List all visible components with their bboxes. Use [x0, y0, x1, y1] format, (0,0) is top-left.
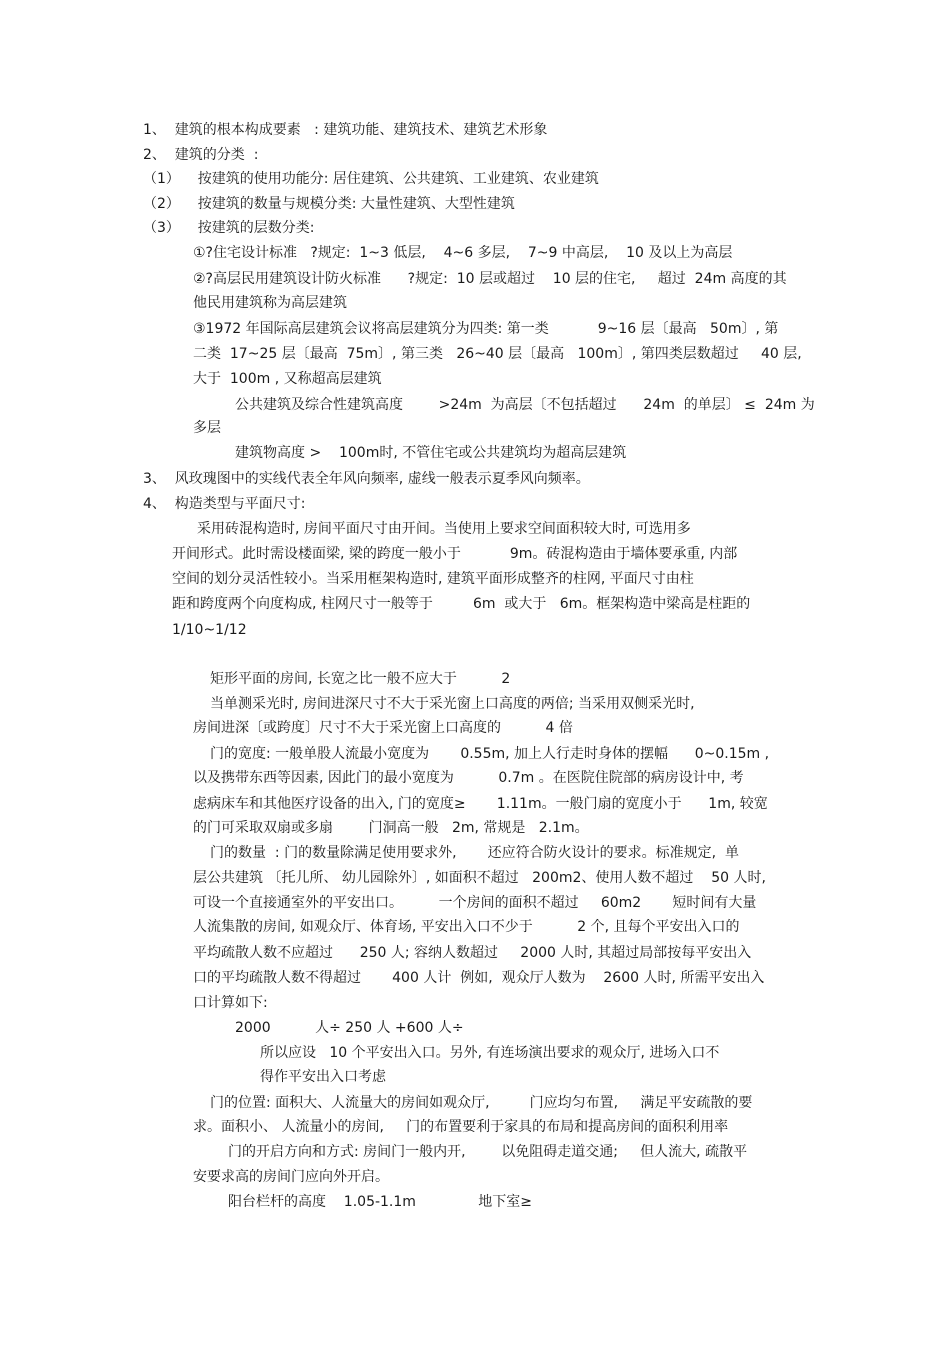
text-line: 房间进深〔或跨度〕尺寸不大于采光窗上口高度的 4 倍 [193, 720, 573, 736]
text-line: 2000 人÷ 250 人 +600 人÷ [235, 1020, 464, 1036]
text-line: 层公共建筑 〔托儿所、 幼儿园除外〕, 如面积不超过 200m2、使用人数不超过 50 人时, [193, 870, 766, 886]
text-line: 口计算如下: [193, 995, 268, 1011]
text-line: 求。面积小、 人流量小的房间, 门的布置要利于家具的布局和提高房间的面积利用率 [193, 1119, 729, 1135]
text-line: 1/10~1/12 [172, 622, 247, 638]
text-line: 建筑物高度 > 100m时, 不管住宅或公共建筑均为超高层建筑 [235, 445, 627, 461]
text-line: 二类 17~25 层〔最高 75m〕, 第三类 26~40 层〔最高 100m〕, 第四类层数超过 40 层, [193, 346, 802, 362]
text-line: 2、 建筑的分类 : [143, 147, 259, 163]
text-line: 公共建筑及综合性建筑高度 >24m 为高层〔不包括超过 24m 的单层〕 ≤ 24m 为 [235, 397, 815, 413]
text-line: （3） 按建筑的层数分类: [143, 220, 315, 236]
text-line: 以及携带东西等因素, 因此门的最小宽度为 0.7m 。在医院住院部的病房设计中, 考 [193, 770, 744, 786]
text-line: 3、 风玫瑰图中的实线代表全年风向频率, 虚线一般表示夏季风向频率。 [143, 471, 590, 487]
text-line: 得作平安出入口考虑 [260, 1069, 386, 1085]
text-line: 虑病床车和其他医疗设备的出入, 门的宽度≥ 1.11m。一般门扇的宽度小于 1m, 较宽 [193, 796, 768, 812]
text-line: 空间的划分灵活性较小。当采用框架构造时, 建筑平面形成整齐的柱网, 平面尺寸由柱 [172, 571, 694, 587]
text-line: 1、 建筑的根本构成要素 : 建筑功能、建筑技术、建筑艺术形象 [143, 122, 548, 138]
text-line: 的门可采取双扇或多扇 门洞高一般 2m, 常规是 2.1m。 [193, 820, 589, 836]
text-line: 所以应设 10 个平安出入口。另外, 有连场演出要求的观众厅, 进场入口不 [260, 1045, 720, 1061]
text-line: 人流集散的房间, 如观众厅、体育场, 平安出入口不少于 2 个, 且每个平安出入口的 [193, 919, 740, 935]
text-line: 口的平均疏散人数不得超过 400 人计 例如, 观众厅人数为 2600 人时, 所需平安出入 [193, 970, 765, 986]
text-line: 距和跨度两个向度构成, 柱网尺寸一般等于 6m 或大于 6m。框架构造中梁高是柱距的 [172, 596, 751, 612]
text-line: ①?住宅设计标准 ?规定: 1~3 低层, 4~6 多层, 7~9 中高层, 10 及以上为高层 [193, 245, 733, 261]
text-line: 门的开启方向和方式: 房间门一般内开, 以免阻碍走道交通; 但人流大, 疏散平 [228, 1144, 748, 1160]
text-line: 门的数量 : 门的数量除满足使用要求外, 还应符合防火设计的要求。标准规定, 单 [210, 845, 740, 861]
text-line: 多层 [193, 420, 221, 436]
text-line: 安要求高的房间门应向外开启。 [193, 1169, 389, 1185]
text-line: 他民用建筑称为高层建筑 [193, 295, 347, 311]
text-line: 大于 100m , 又称超高层建筑 [193, 371, 382, 387]
text-line: 开间形式。此时需设楼面梁, 梁的跨度一般小于 9m。砖混构造由于墙体要承重, 内部 [172, 546, 738, 562]
text-line: ②?高层民用建筑设计防火标准 ?规定: 10 层或超过 10 层的住宅, 超过 24m 高度的其 [193, 271, 787, 287]
text-line: 平均疏散人数不应超过 250 人; 容纳人数超过 2000 人时, 其超过局部按每平安出入 [193, 945, 752, 961]
text-line: 矩形平面的房间, 长宽之比一般不应大于 2 [210, 671, 511, 687]
text-line: 当单测采光时, 房间进深尺寸不大于采光窗上口高度的两倍; 当采用双侧采光时, [210, 696, 695, 712]
text-line: 门的位置: 面积大、人流量大的房间如观众厅, 门应均匀布置, 满足平安疏散的要 [210, 1095, 753, 1111]
text-line: 采用砖混构造时, 房间平面尺寸由开间。当使用上要求空间面积较大时, 可选用多 [197, 521, 691, 537]
text-line: ③1972 年国际高层建筑会议将高层建筑分为四类: 第一类 9~16 层〔最高 50m〕, 第 [193, 321, 779, 337]
text-line: 可设一个直接通室外的平安出口。 一个房间的面积不超过 60m2 短时间有大量 [193, 895, 757, 911]
text-line: 门的宽度: 一般单股人流最小宽度为 0.55m, 加上人行走时身体的摆幅 0~0.15m , [210, 746, 770, 762]
text-line: （2） 按建筑的数量与规模分类: 大量性建筑、大型性建筑 [143, 196, 515, 212]
text-line: 4、 构造类型与平面尺寸: [143, 496, 306, 512]
text-line: 阳台栏杆的高度 1.05-1.1m 地下室≥ [228, 1194, 532, 1210]
text-line: （1） 按建筑的使用功能分: 居住建筑、公共建筑、工业建筑、农业建筑 [143, 171, 599, 187]
